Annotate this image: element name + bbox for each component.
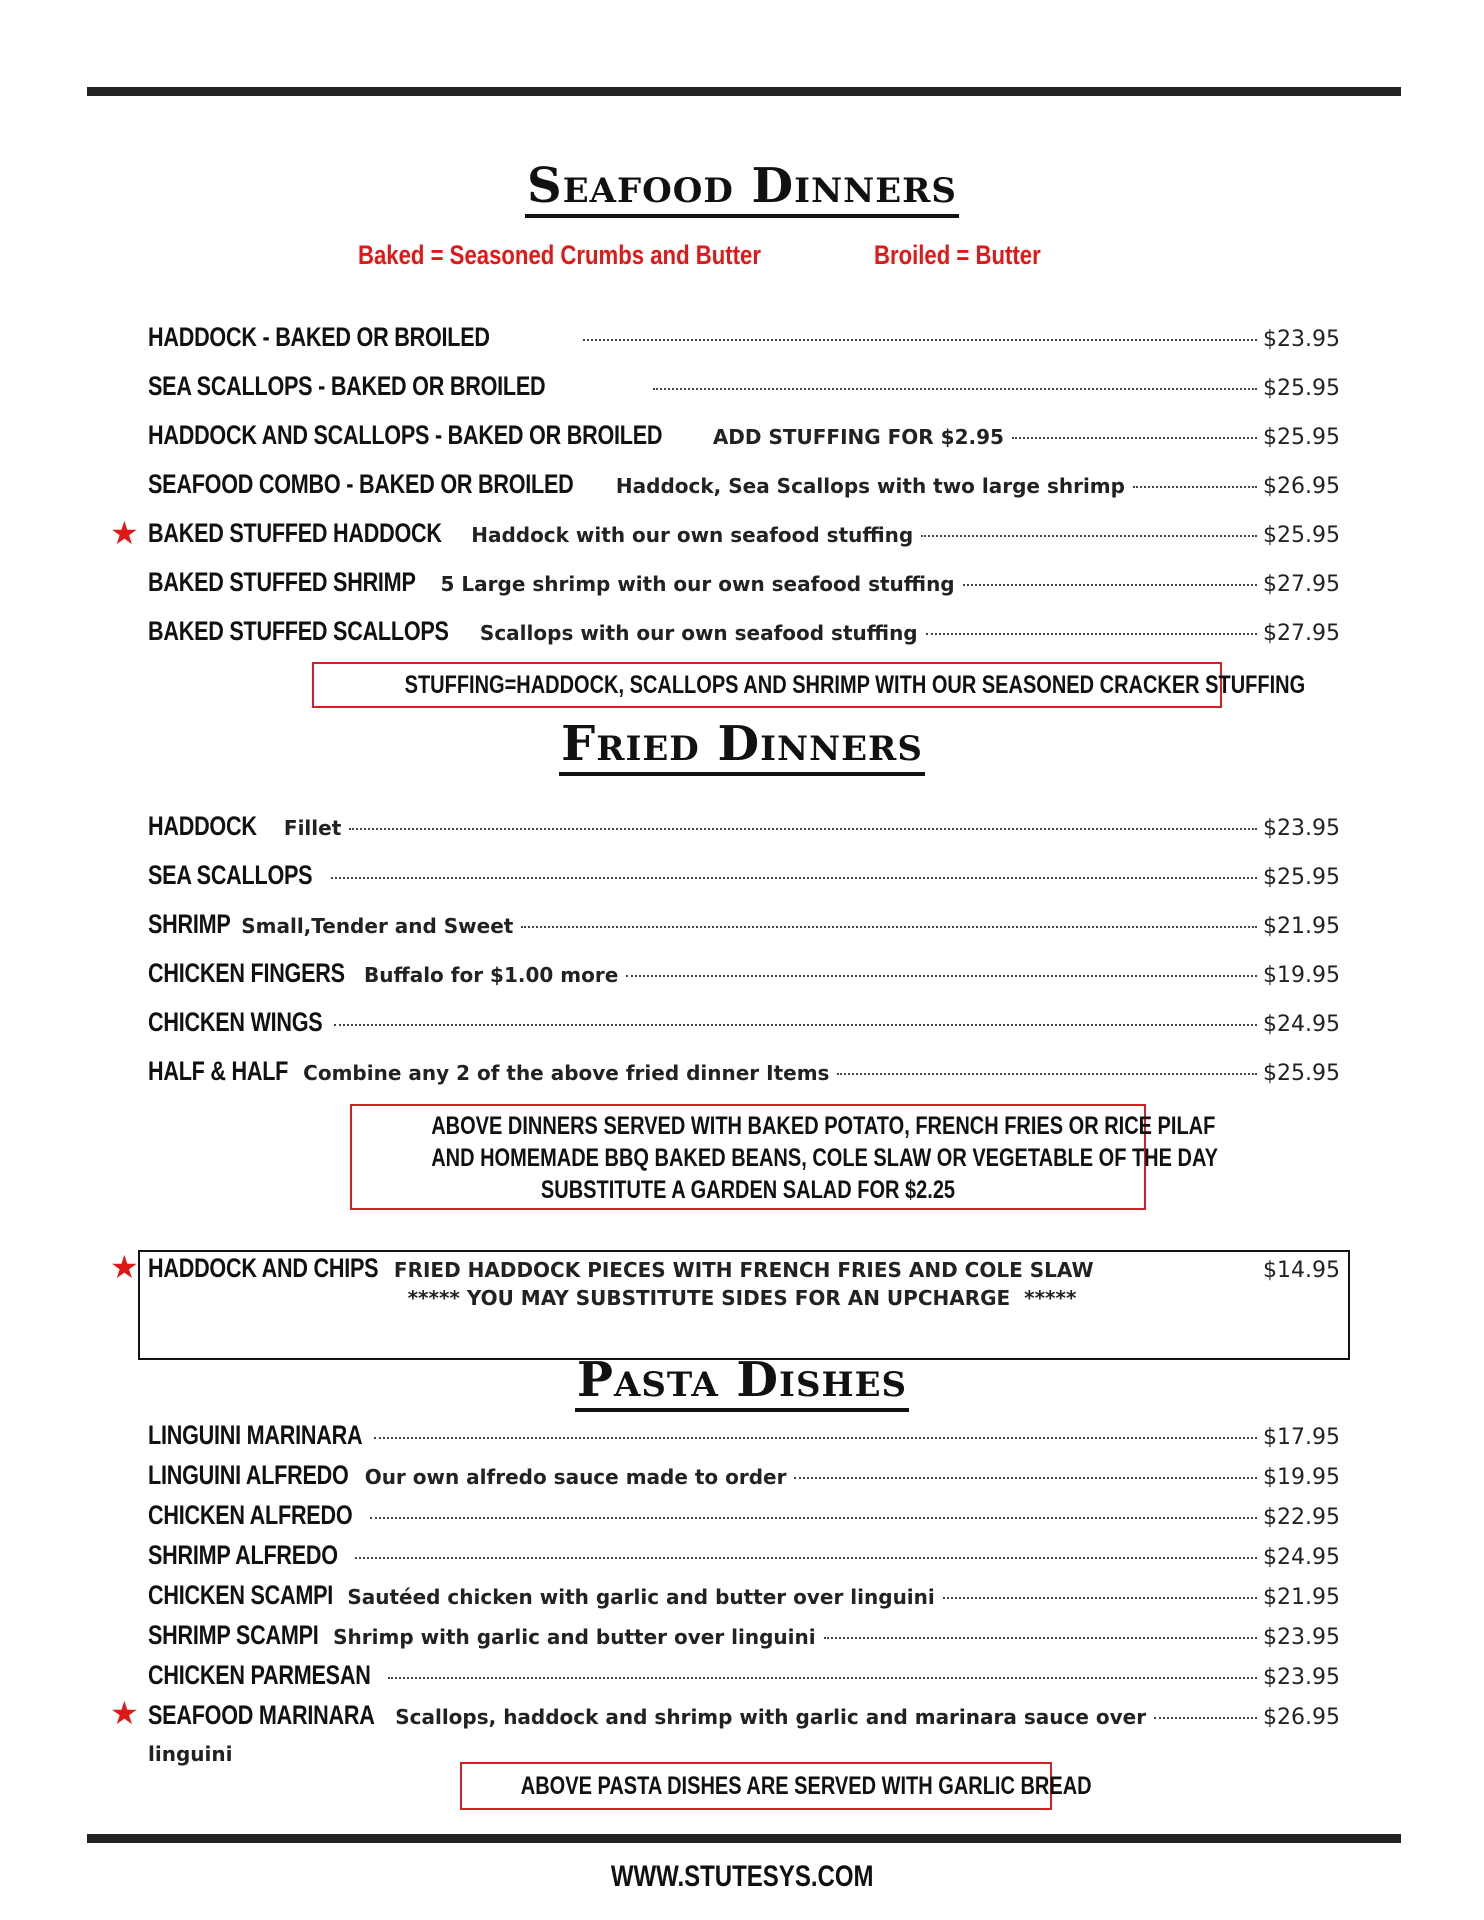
dot-leader [1012,437,1257,439]
item-name: SHRIMP SCAMPI [148,1620,319,1650]
item-price: $17.95 [1263,1425,1340,1450]
item-description: Fillet [283,816,342,840]
dot-leader [334,1024,1257,1026]
menu-item [148,1007,1340,1038]
item-name: BAKED STUFFED SHRIMP [148,567,416,597]
item-description-continued: linguini [148,1742,233,1766]
menu-item [148,811,1340,842]
item-name: HALF & HALF [148,1056,289,1086]
star-icon: ★ [110,1695,139,1731]
menu-item [148,1620,1340,1651]
stuffing-note: STUFFING=HADDOCK, SCALLOPS AND SHRIMP WITH OUR SEASONED CRACKER STUFFING [312,662,1222,708]
menu-item [148,469,1340,500]
dot-leader [1133,486,1257,488]
upcharge-note: ***** YOU MAY SUBSTITUTE SIDES FOR AN UPCHARGE ***** [407,1286,1077,1310]
menu-item [148,1700,1340,1731]
item-name: CHICKEN SCAMPI [148,1580,334,1610]
baked-note: Baked = Seasoned Crumbs and Butter [358,240,761,270]
garlic-bread-note: ABOVE PASTA DISHES ARE SERVED WITH GARLIC BREAD [460,1762,1052,1810]
item-description: Scallops with our own seafood stuffing [479,621,918,645]
item-name: SEAFOOD COMBO - BAKED OR BROILED [148,469,574,499]
seafood-title: Seafood Dinners [0,162,1484,218]
dot-leader [583,339,1257,341]
menu-item [148,1420,1340,1451]
item-price: $25.95 [1263,523,1340,548]
item-description: 5 Large shrimp with our own seafood stuffing [440,572,955,596]
star-icon: ★ [110,1249,139,1285]
item-description: Haddock with our own seafood stuffing [471,523,914,547]
item-description: Shrimp with garlic and butter over linguini [333,1625,816,1649]
item-description: FRIED HADDOCK PIECES WITH FRENCH FRIES AND COLE SLAW [393,1258,1094,1282]
item-name: CHICKEN ALFREDO [148,1500,353,1530]
website-url[interactable]: WWW.STUTESYS.COM [610,1860,874,1893]
item-price: $23.95 [1263,327,1340,352]
cooking-notes [0,240,1484,276]
dot-leader [388,1677,1257,1679]
item-description: Combine any 2 of the above fried dinner Items [303,1061,830,1085]
dot-leader [374,1437,1257,1439]
fried-title: Fried Dinners [0,720,1484,776]
item-price: $19.95 [1263,1465,1340,1490]
item-price: $25.95 [1263,1061,1340,1086]
item-description: Buffalo for $1.00 more [364,963,619,987]
dot-leader [837,1073,1257,1075]
sides-note: ABOVE DINNERS SERVED WITH BAKED POTATO, FRENCH FRIES OR RICE PILAF AND HOMEMADE BBQ BAKED BEANS, COLE SLAW OR VEGETABLE OF THE DAY SUBSTITUTE A GARDEN SALAD FOR $2.25 [350,1104,1146,1210]
dot-leader [355,1557,1257,1559]
menu-item [148,420,1340,451]
menu-item [148,1056,1340,1087]
dot-leader [521,926,1257,928]
item-description: Small,Tender and Sweet [241,914,514,938]
menu-item [148,1540,1340,1571]
item-description: Our own alfredo sauce made to order [364,1465,787,1489]
dot-leader [370,1517,1258,1519]
menu-item [148,371,1340,402]
item-price: $23.95 [1263,1665,1340,1690]
menu-item [148,1580,1340,1611]
dot-leader [963,584,1257,586]
item-description: ADD STUFFING FOR $2.95 [712,425,1004,449]
item-name: CHICKEN PARMESAN [148,1660,371,1690]
menu-item [148,567,1340,598]
dot-leader [824,1637,1257,1639]
item-price: $24.95 [1263,1012,1340,1037]
item-name: SEA SCALLOPS - BAKED OR BROILED [148,371,546,401]
item-name: HADDOCK AND CHIPS [148,1253,379,1283]
top-rule [87,87,1401,96]
item-price: $26.95 [1263,474,1340,499]
item-price: $21.95 [1263,914,1340,939]
item-name: BAKED STUFFED HADDOCK [148,518,442,548]
item-price: $25.95 [1263,376,1340,401]
item-price: $19.95 [1263,963,1340,988]
item-name: LINGUINI ALFREDO [148,1460,349,1490]
dot-leader [349,828,1257,830]
broiled-note: Broiled = Butter [874,240,1041,270]
item-description: Haddock, Sea Scallops with two large shrimp [615,474,1125,498]
menu-item [148,958,1340,989]
menu-item [148,1660,1340,1691]
item-name: SHRIMP ALFREDO [148,1540,338,1570]
dot-leader [926,633,1257,635]
dot-leader [653,388,1257,390]
menu-item [148,518,1340,549]
item-price: $25.95 [1263,425,1340,450]
item-name: SEAFOOD MARINARA [148,1700,375,1730]
item-name: BAKED STUFFED SCALLOPS [148,616,449,646]
dot-leader [626,975,1257,977]
item-price: $23.95 [1263,816,1340,841]
item-name: HADDOCK AND SCALLOPS - BAKED OR BROILED [148,420,663,450]
item-name: SHRIMP [148,909,231,939]
item-name: HADDOCK - BAKED OR BROILED [148,322,490,352]
menu-item [148,1253,1340,1284]
dot-leader [331,877,1257,879]
dot-leader [943,1597,1257,1599]
item-name: SEA SCALLOPS [148,860,313,890]
item-price: $23.95 [1263,1625,1340,1650]
menu-item [148,616,1340,647]
pasta-title: Pasta Dishes [0,1356,1484,1412]
bottom-rule [87,1834,1401,1843]
item-price: $21.95 [1263,1585,1340,1610]
item-price: $22.95 [1263,1505,1340,1530]
item-price: $25.95 [1263,865,1340,890]
item-price: $26.95 [1263,1705,1340,1730]
item-price: $27.95 [1263,621,1340,646]
menu-item [148,1460,1340,1491]
dot-leader [1154,1717,1257,1719]
item-name: HADDOCK [148,811,257,841]
menu-item [148,322,1340,353]
item-price: $14.95 [1263,1258,1340,1283]
star-icon: ★ [110,515,139,551]
item-price: $27.95 [1263,572,1340,597]
menu-item [148,860,1340,891]
menu-item [148,909,1340,940]
item-name: LINGUINI MARINARA [148,1420,363,1450]
menu-item [148,1500,1340,1531]
item-description: Scallops, haddock and shrimp with garlic and marinara sauce over [395,1705,1147,1729]
item-name: CHICKEN FINGERS [148,958,345,988]
item-price: $24.95 [1263,1545,1340,1570]
dot-leader [921,535,1257,537]
item-name: CHICKEN WINGS [148,1007,323,1037]
dot-leader [794,1477,1257,1479]
item-description: Sautéed chicken with garlic and butter over linguini [347,1585,935,1609]
